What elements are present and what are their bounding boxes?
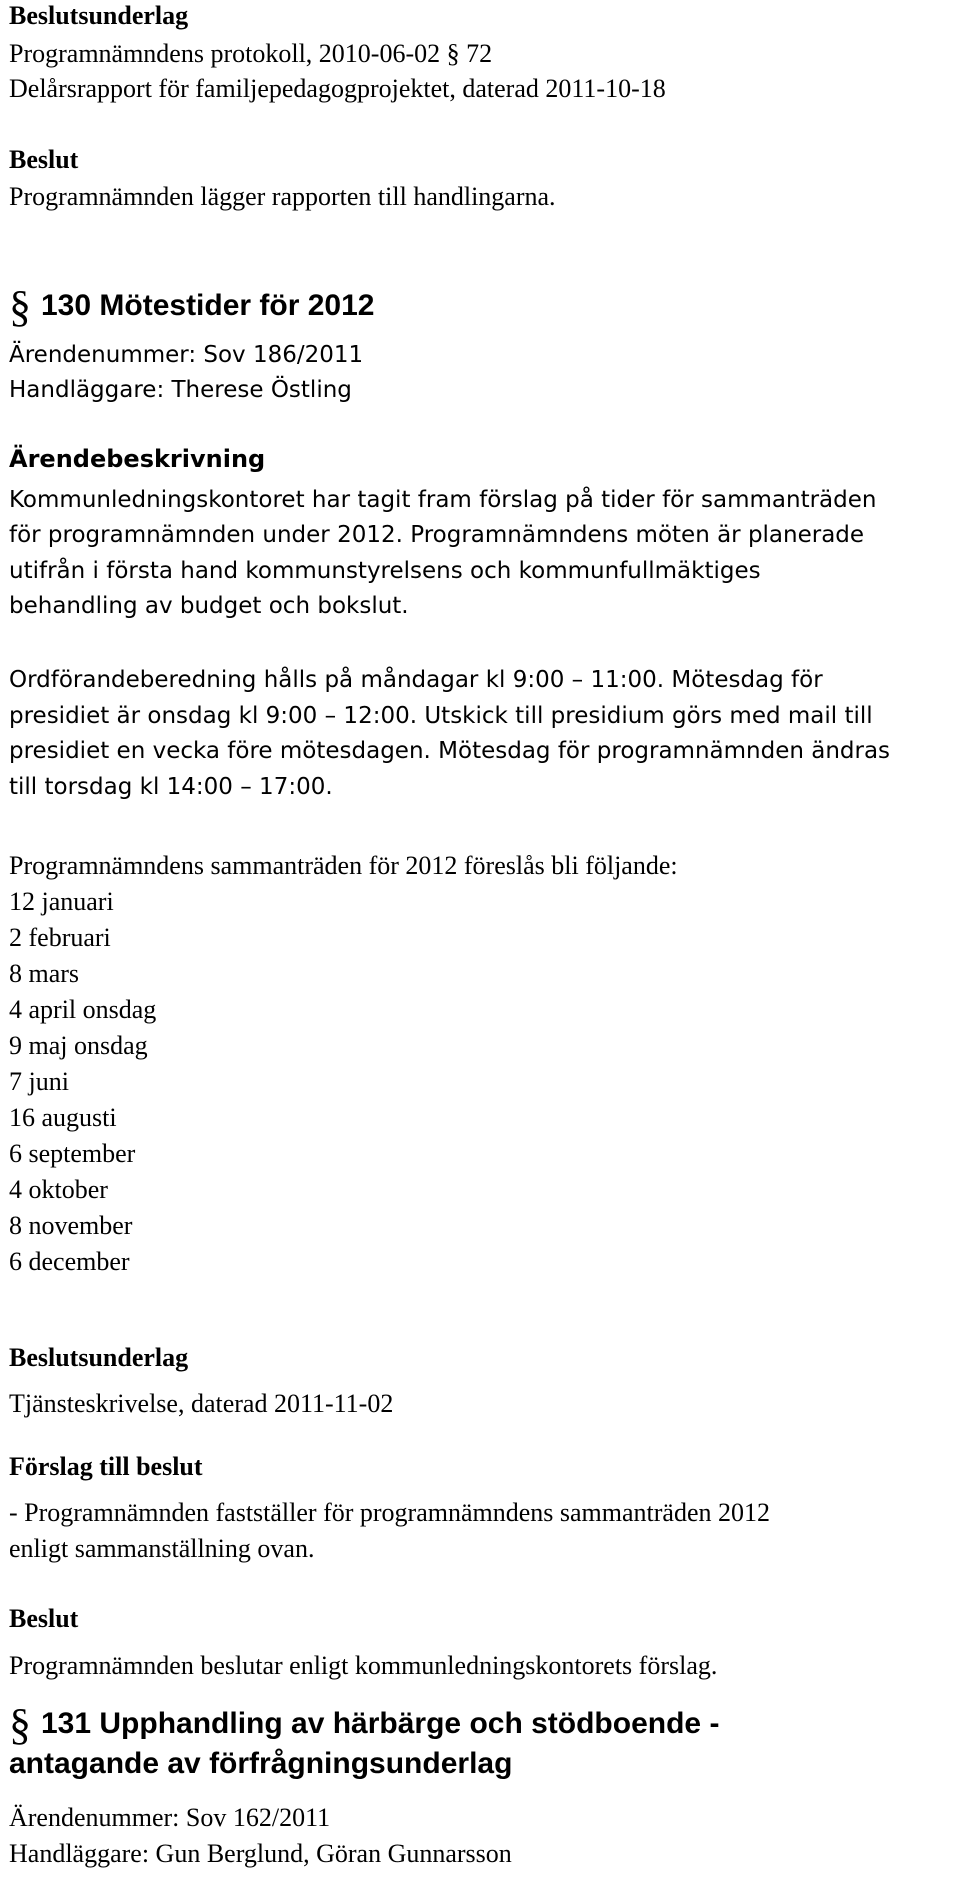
section-130-title (9, 282, 375, 331)
date-item: 9 maj onsdag (9, 1031, 148, 1060)
ordf-line-1: Ordförandeberedning hålls på måndagar kl 9:00 – 11:00. Mötesdag för (9, 667, 823, 693)
handlaggare-130: Handläggare: Therese Östling (9, 377, 352, 403)
date-item: 7 juni (9, 1067, 69, 1096)
ordf-line-3: presidiet en vecka före mötesdagen. Mötesdag för programnämnden ändras (9, 738, 891, 764)
section-131-title-line-1 (9, 1700, 720, 1749)
forslag-line-2: enligt sammanställning ovan. (9, 1534, 315, 1563)
ordf-line-4: till torsdag kl 14:00 – 17:00. (9, 774, 333, 800)
beslut-text: Programnämnden lägger rapporten till handlingarna. (9, 182, 556, 211)
paragraph-sign-icon: § (9, 282, 31, 331)
beslut-heading: Beslut (9, 145, 79, 174)
beskrivning-line-3: utifrån i första hand kommunstyrelsens och kommunfullmäktiges (9, 558, 761, 584)
beslut-130-heading: Beslut (9, 1604, 79, 1633)
date-item: 12 januari (9, 887, 114, 916)
beslut-130-text: Programnämnden beslutar enligt kommunledningskontorets förslag. (9, 1651, 718, 1680)
forslag-line-1: - Programnämnden fastställer för programnämndens sammanträden 2012 (9, 1498, 770, 1527)
beskrivning-line-4: behandling av budget och bokslut. (9, 593, 409, 619)
beskrivning-line-2: för programnämnden under 2012. Programnämndens möten är planerade (9, 522, 865, 548)
section-131-title-line-2: antagande av förfrågningsunderlag (9, 1747, 513, 1780)
ordf-line-2: presidiet är onsdag kl 9:00 – 12:00. Utskick till presidium görs med mail till (9, 703, 873, 729)
date-item: 4 oktober (9, 1175, 108, 1204)
underlag-line-delarsrapport: Delårsrapport för familjepedagogprojektet, daterad 2011-10-18 (9, 74, 666, 103)
beslutsunderlag-130-heading: Beslutsunderlag (9, 1343, 189, 1372)
section-131-title-text: 131 Upphandling av härbärge och stödboende - (41, 1707, 720, 1740)
forslag-heading: Förslag till beslut (9, 1452, 203, 1481)
underlag-line-protokoll: Programnämndens protokoll, 2010-06-02 § 72 (9, 39, 493, 68)
handlaggare-131: Handläggare: Gun Berglund, Göran Gunnarsson (9, 1839, 512, 1868)
date-item: 6 september (9, 1139, 136, 1168)
arendenummer-131: Ärendenummer: Sov 162/2011 (9, 1803, 331, 1832)
date-item: 8 november (9, 1211, 133, 1240)
paragraph-sign-icon: § (9, 1700, 31, 1749)
date-item: 16 augusti (9, 1103, 117, 1132)
date-item: 8 mars (9, 959, 80, 988)
beslutsunderlag-heading: Beslutsunderlag (9, 1, 189, 30)
date-item: 4 april onsdag (9, 995, 157, 1024)
tjansteskrivelse-text: Tjänsteskrivelse, daterad 2011-11-02 (9, 1389, 394, 1418)
section-130-title-text: 130 Mötestider för 2012 (41, 289, 375, 322)
arendebeskrivning-heading: Ärendebeskrivning (9, 445, 266, 473)
arendenummer-130: Ärendenummer: Sov 186/2011 (9, 342, 364, 368)
beskrivning-line-1: Kommunledningskontoret har tagit fram förslag på tider för sammanträden (9, 487, 877, 513)
date-item: 6 december (9, 1247, 130, 1276)
dates-intro: Programnämndens sammanträden för 2012 föreslås bli följande: (9, 851, 678, 880)
date-item: 2 februari (9, 923, 111, 952)
